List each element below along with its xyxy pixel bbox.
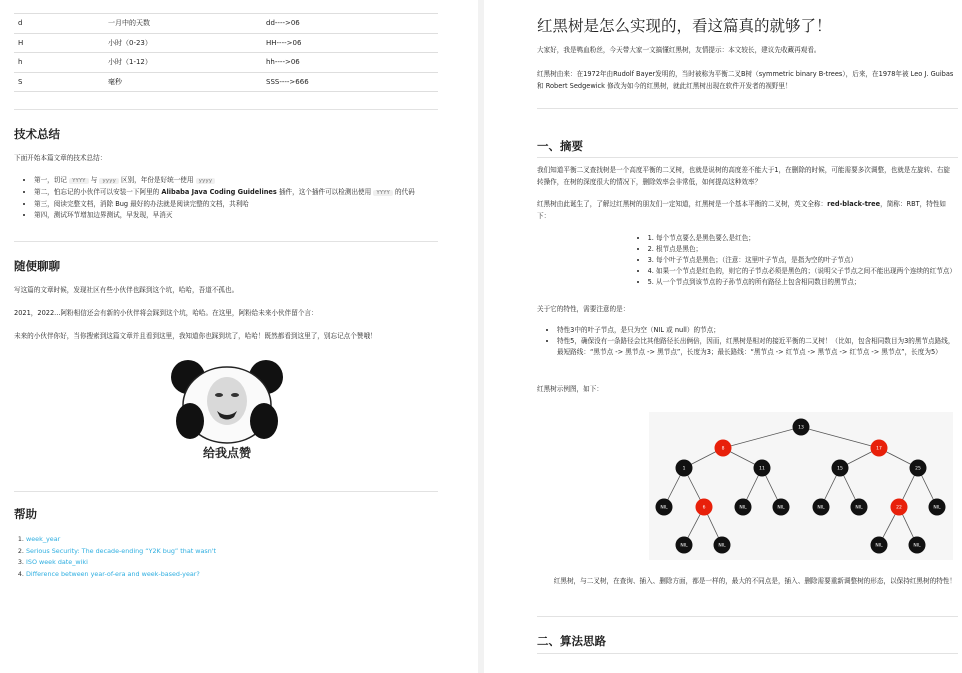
like-meme-image — [168, 355, 286, 471]
tree-edge — [723, 427, 801, 448]
list-item — [26, 557, 216, 569]
text: 红黑树由此诞生了，了解过红黑树的朋友们一定知道，红黑树是一个基本平衡的二叉树，英文全称： — [537, 200, 828, 208]
list-item: • 3. 每个叶子节点是黑色；（注意：这里叶子节点，是指为空的叶子节点） — [648, 255, 956, 266]
tree-node-label: NIL — [933, 505, 941, 511]
help-link[interactable]: Serious Security: The decade-ending “Y2K bug” that wasn't — [26, 546, 217, 555]
right-page — [484, 0, 962, 673]
divider — [14, 109, 438, 110]
paragraph: 写这篇的文章时候，发现社区有些小伙伴也踩到这个坑，哈哈，吾道不孤也。 — [14, 286, 239, 294]
list-item: • 5. 从一个节点到该节点的子孙节点的所有路径上包含相同数目的黑节点； — [648, 277, 956, 288]
help-link[interactable]: Difference between year-of-era and week-based-year? — [26, 569, 200, 578]
tree-node — [656, 499, 673, 516]
tree-node-label: NIL — [777, 505, 785, 511]
tree-node — [813, 499, 830, 516]
list-item: • 特性5，确保没有一条路径会比其他路径长出俩倍，因而，红黑树是相对的接近平衡的二叉树！（比如，包含相同数目为3的黑节点路线，最短路线：“黑节点 -> 黑节点 -> 黑节点”，长度为3；最长路线：“黑节点 -> 红节点 -> 黑节点 -> 红节点 -> 黑节点”，长度为5） — [557, 336, 956, 358]
divider — [537, 653, 958, 654]
tree-node — [929, 499, 946, 516]
section-heading: 帮助 — [14, 507, 37, 521]
divider — [14, 241, 438, 242]
text: 的代码 — [394, 188, 415, 196]
tree-node — [832, 460, 849, 477]
text: 与 — [90, 176, 98, 184]
divider — [537, 108, 958, 109]
text: 区别，年份是好统一使用 — [120, 176, 194, 184]
section-heading: 随便聊聊 — [14, 259, 60, 273]
paragraph: 红黑树由来：在1972年由Rudolf Bayer发明的，当时被称为平衡二叉B树（symmetric binary B-trees），后来，在1978年被 Leo J. Guibas 和 Robert Sedgewick 修改为如今的红黑树，就此红黑树出现在软件开发者的视野里！ — [537, 70, 954, 90]
bold-text: Alibaba Java Coding Guidelines — [161, 188, 277, 196]
help-link[interactable]: week_year — [26, 535, 61, 543]
paragraph: 2021，2022...阿粉相信还会有新的小伙伴将会踩到这个坑，哈哈。在这里，阿粉给未来小伙伴留个言： — [14, 309, 318, 317]
list-item: • 第四，测试环节增加边界测试，早发现，早消灭 — [34, 210, 415, 221]
tree-node-label: NIL — [739, 505, 747, 511]
article-title: 红黑树是怎么实现的，看这篇真的就够了！ — [537, 17, 832, 35]
tree-node — [696, 499, 713, 516]
table-cell: d — [14, 14, 104, 34]
list-item: • 第三，阅读完整文档，消除 Bug 最好的办法就是阅读完整的文档，共利哈 — [34, 199, 415, 210]
table-row — [14, 14, 438, 34]
tree-node — [715, 440, 732, 457]
table-cell: SSS---->666 — [262, 72, 438, 92]
left-page — [0, 0, 478, 673]
tree-edge — [801, 427, 879, 448]
paragraph — [537, 198, 956, 222]
tree-node — [909, 537, 926, 554]
paragraph: 大家好，我是鸭血粉丝，今天带大家一文搞懂红黑树，友情提示：本文较长，建议先收藏再观看。 — [537, 46, 821, 54]
tree-node — [714, 537, 731, 554]
date-format-table — [14, 13, 438, 92]
summary-list — [14, 175, 415, 221]
meme-caption: 给我点赞 — [202, 446, 251, 460]
table-cell: h — [14, 53, 104, 73]
paragraph: 下面开始本篇文章的技术总结： — [14, 154, 107, 162]
tree-node — [773, 499, 790, 516]
paragraph: 红黑树，与二叉树，在查询、插入、删除方面，都是一样的，最大的不同点是，插入、删除需要重新调整树的形态，以保持红黑树的特性！ — [553, 577, 956, 585]
list-item — [26, 534, 216, 546]
text: 第一，切记 — [34, 176, 67, 184]
tree-node-label: NIL — [680, 543, 688, 549]
paragraph: 关于它的特性，需要注意的是： — [537, 305, 630, 313]
list-item — [26, 546, 216, 558]
tree-node-label: NIL — [718, 543, 726, 549]
format-table-wrap — [14, 13, 458, 92]
divider — [14, 491, 438, 492]
tree-node — [676, 460, 693, 477]
text: 插件，这个插件可以检测出使用 — [278, 188, 372, 196]
tree-node-label: 22 — [896, 505, 902, 511]
help-link[interactable]: ISO week date_wiki — [26, 558, 88, 566]
tree-node-label: 15 — [837, 466, 843, 472]
tree-node — [735, 499, 752, 516]
inline-code: yyyy — [99, 178, 118, 184]
table-row — [14, 72, 438, 92]
tree-node-label: 8 — [721, 446, 725, 452]
table-cell: 小时（1-12） — [104, 53, 262, 73]
tree-node-label: NIL — [817, 505, 825, 511]
tree-svg — [649, 412, 953, 560]
list-item — [34, 187, 415, 199]
tree-node — [851, 499, 868, 516]
inline-code: yyyy — [196, 178, 215, 184]
table-cell: H — [14, 33, 104, 53]
list-item — [26, 569, 216, 581]
text: ，简称：RBT，特性如下： — [537, 200, 947, 220]
panda-face-icon — [168, 355, 286, 445]
list-item: • 4. 如果一个节点是红色的，则它的子节点必须是黑色的；（说明父子节点之间不能出现两个连续的红节点） — [648, 266, 956, 277]
tree-node-label: 13 — [798, 425, 804, 431]
table-cell: 一月中的天数 — [104, 14, 262, 34]
table-cell: 小时（0-23） — [104, 33, 262, 53]
table-cell: S — [14, 72, 104, 92]
tree-node — [793, 419, 810, 436]
section-heading: 二、算法思路 — [537, 634, 606, 648]
tree-node — [910, 460, 927, 477]
bold-text: red-black-tree — [827, 200, 881, 208]
property-list — [628, 233, 956, 288]
list-item — [34, 175, 415, 187]
paragraph: 我们知道平衡二叉查找树是一个高度平衡的二叉树，也就是说树的高度差不能大于1，在删除的时候，可能需要多次调整，也就是左旋转、右旋转操作，在树的深度很大的情况下，删除效率会非常低，如何提高这种效率？ — [537, 166, 951, 186]
tree-node — [871, 440, 888, 457]
section-heading: 技术总结 — [14, 127, 60, 141]
tree-node-label: 1 — [682, 466, 686, 472]
help-link-list — [14, 534, 216, 580]
list-item: • 特性3中的叶子节点，是只为空（NIL 或 null）的节点； — [557, 325, 956, 336]
list-item: • 2. 根节点是黑色； — [648, 244, 956, 255]
tree-node-label: NIL — [855, 505, 863, 511]
inline-code: YYYY — [373, 190, 392, 196]
divider — [537, 616, 958, 617]
tree-node-label: NIL — [660, 505, 668, 511]
tree-node-label: NIL — [875, 543, 883, 549]
tree-node — [891, 499, 908, 516]
table-cell: 毫秒 — [104, 72, 262, 92]
tree-node-label: 17 — [876, 446, 882, 452]
table-cell: HH---->06 — [262, 33, 438, 53]
divider — [537, 157, 958, 158]
inline-code: YYYY — [69, 178, 88, 184]
tree-node — [754, 460, 771, 477]
list-item: • 1. 每个节点要么是黑色要么是红色； — [648, 233, 956, 244]
tree-node-label: 25 — [915, 466, 921, 472]
tree-node-label: NIL — [913, 543, 921, 549]
paragraph: 红黑树示例图，如下： — [537, 385, 603, 393]
tree-node — [871, 537, 888, 554]
table-row — [14, 53, 438, 73]
note-list — [537, 325, 956, 358]
tree-node-label: 6 — [702, 505, 706, 511]
section-heading: 一、摘要 — [537, 139, 583, 153]
tree-node-label: 11 — [759, 466, 765, 472]
tree-node — [676, 537, 693, 554]
red-black-tree-diagram — [649, 412, 953, 560]
paragraph: 未来的小伙伴你好，当你搜索到这篇文章并且看到这里，我知道你也踩到坑了，哈哈！既然都看到这里了，别忘记点个赞哦！ — [14, 332, 377, 340]
table-row — [14, 33, 438, 53]
table-cell: hh---->06 — [262, 53, 438, 73]
table-cell: dd---->06 — [262, 14, 438, 34]
text: 第二，怕忘记的小伙伴可以安装一下阿里的 — [34, 188, 160, 196]
